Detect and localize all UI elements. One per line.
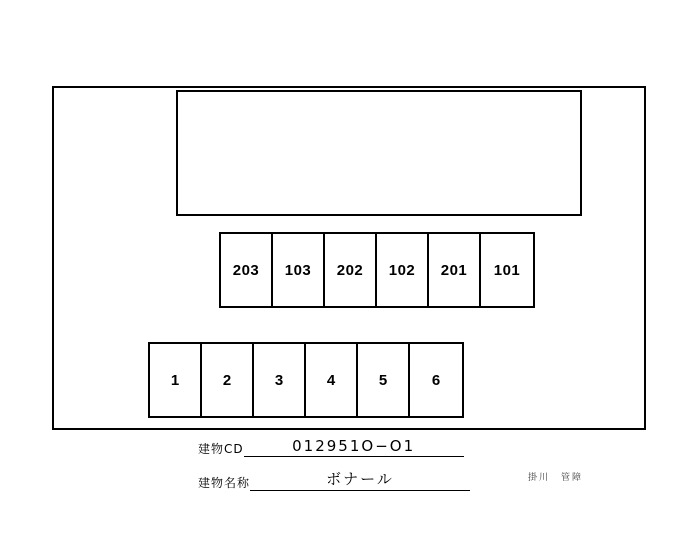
parking-cell: 1 xyxy=(150,344,202,416)
room-cell: 101 xyxy=(481,234,533,306)
building-name-label: 建物名称 xyxy=(198,476,251,490)
building-code-label: 建物CD xyxy=(198,442,244,456)
room-cell: 202 xyxy=(325,234,377,306)
parking-cell: 5 xyxy=(358,344,410,416)
room-cell: 103 xyxy=(273,234,325,306)
office-stamp-text: 掛川 管障 xyxy=(528,473,584,483)
building-name-value: ボナール xyxy=(250,468,470,491)
main-building-outline xyxy=(176,90,582,216)
building-code-field xyxy=(198,437,464,457)
parking-cell: 2 xyxy=(202,344,254,416)
room-cell: 201 xyxy=(429,234,481,306)
parking-cell: 3 xyxy=(254,344,306,416)
room-cell: 102 xyxy=(377,234,429,306)
parking-space-row xyxy=(148,342,464,418)
parking-cell: 4 xyxy=(306,344,358,416)
building-code-value: 012951O−O1 xyxy=(244,437,464,457)
building-name-field xyxy=(198,468,470,491)
room-cell: 203 xyxy=(221,234,273,306)
room-number-row xyxy=(219,232,535,308)
parking-cell: 6 xyxy=(410,344,462,416)
